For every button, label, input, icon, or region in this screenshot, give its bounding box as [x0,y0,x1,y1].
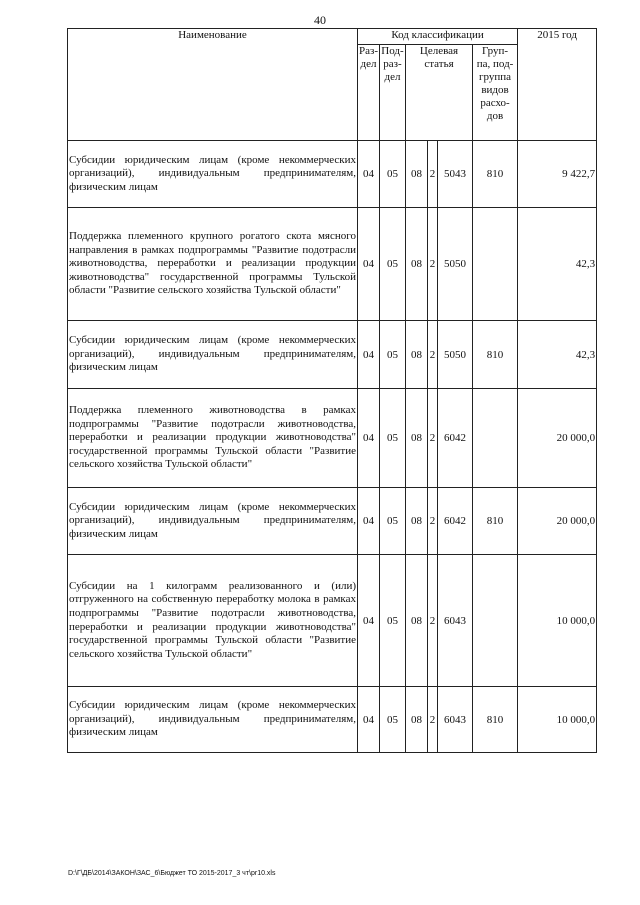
row-name: Субсидии юридическим лицам (кроме некоммерческих организаций), индивидуальным предпринимателям, физическим лицам [68,321,358,389]
row-expense-group [473,208,518,321]
row-subsection: 05 [380,208,406,321]
row-section: 04 [358,208,380,321]
row-amount: 20 000,0 [518,389,597,488]
row-article-program: 08 [406,687,428,753]
header-expense-group: Груп- па, под- группа видов расхо- дов [473,45,518,141]
row-article-program: 08 [406,141,428,208]
row-section: 04 [358,555,380,687]
budget-table [67,28,597,753]
row-section: 04 [358,488,380,555]
row-article-program: 08 [406,488,428,555]
row-subsection: 05 [380,389,406,488]
row-article-direction: 6042 [438,488,473,555]
row-article-program: 08 [406,389,428,488]
header-target-article: Целевая статья [406,45,473,141]
row-expense-group: 810 [473,321,518,389]
row-article-direction: 6043 [438,687,473,753]
row-name: Поддержка племенного животноводства в рамках подпрограммы "Развитие подотрасли животноводства, переработки и реализации продукции животноводства" государственной программы Тульской области "Развитие сельского хозяйства Тульской области" [68,389,358,488]
row-expense-group: 810 [473,488,518,555]
table-row [68,141,597,208]
row-article-subprogram: 2 [428,687,438,753]
row-article-direction: 6042 [438,389,473,488]
row-expense-group: 810 [473,141,518,208]
row-section: 04 [358,141,380,208]
row-article-program: 08 [406,555,428,687]
row-section: 04 [358,321,380,389]
row-subsection: 05 [380,141,406,208]
header-name: Наименование [68,29,358,141]
row-article-direction: 5050 [438,208,473,321]
row-section: 04 [358,687,380,753]
table-row [68,208,597,321]
table-row [68,687,597,753]
row-amount: 9 422,7 [518,141,597,208]
table-row [68,488,597,555]
row-article-program: 08 [406,208,428,321]
row-article-subprogram: 2 [428,321,438,389]
row-name: Субсидии на 1 килограмм реализованного и (или) отгруженного на собственную переработку молока в рамках подпрограммы "Развитие подотрасли животноводства, переработки и реализации продукции животноводства" государственной программы Тульской области "Развитие сельского хозяйства Тульской области" [68,555,358,687]
row-article-subprogram: 2 [428,141,438,208]
row-article-subprogram: 2 [428,208,438,321]
row-article-subprogram: 2 [428,389,438,488]
row-section: 04 [358,389,380,488]
row-amount: 42,3 [518,208,597,321]
header-section: Раз- дел [358,45,380,141]
row-article-subprogram: 2 [428,488,438,555]
row-article-subprogram: 2 [428,555,438,687]
row-article-direction: 6043 [438,555,473,687]
row-name: Субсидии юридическим лицам (кроме некоммерческих организаций), индивидуальным предпринимателям, физическим лицам [68,141,358,208]
file-path-footer: D:\Г\ДБ\2014\ЗАКОН\ЗАС_6\Бюджет ТО 2015-2017_3 чт\pr10.xls [68,870,276,877]
row-article-program: 08 [406,321,428,389]
row-expense-group [473,389,518,488]
row-subsection: 05 [380,687,406,753]
row-amount: 20 000,0 [518,488,597,555]
table-row [68,389,597,488]
row-article-direction: 5050 [438,321,473,389]
row-subsection: 05 [380,488,406,555]
row-expense-group: 810 [473,687,518,753]
header-subsection: Под- раз- дел [380,45,406,141]
row-amount: 42,3 [518,321,597,389]
header-classification-code: Код классификации [358,29,518,45]
page-number: 40 [314,13,326,27]
row-subsection: 05 [380,555,406,687]
row-name: Поддержка племенного крупного рогатого скота мясного направления в рамках подпрограммы "Развитие подотрасли животноводства, переработки и реализации продукции животноводства" государственной программы Тульской области "Развитие сельского хозяйства Тульской области" [68,208,358,321]
row-amount: 10 000,0 [518,687,597,753]
row-name: Субсидии юридическим лицам (кроме некоммерческих организаций), индивидуальным предпринимателям, физическим лицам [68,488,358,555]
row-name: Субсидии юридическим лицам (кроме некоммерческих организаций), индивидуальным предпринимателям, физическим лицам [68,687,358,753]
table-row [68,555,597,687]
table-row [68,321,597,389]
header-year: 2015 год [518,29,597,141]
row-amount: 10 000,0 [518,555,597,687]
row-article-direction: 5043 [438,141,473,208]
row-subsection: 05 [380,321,406,389]
row-expense-group [473,555,518,687]
